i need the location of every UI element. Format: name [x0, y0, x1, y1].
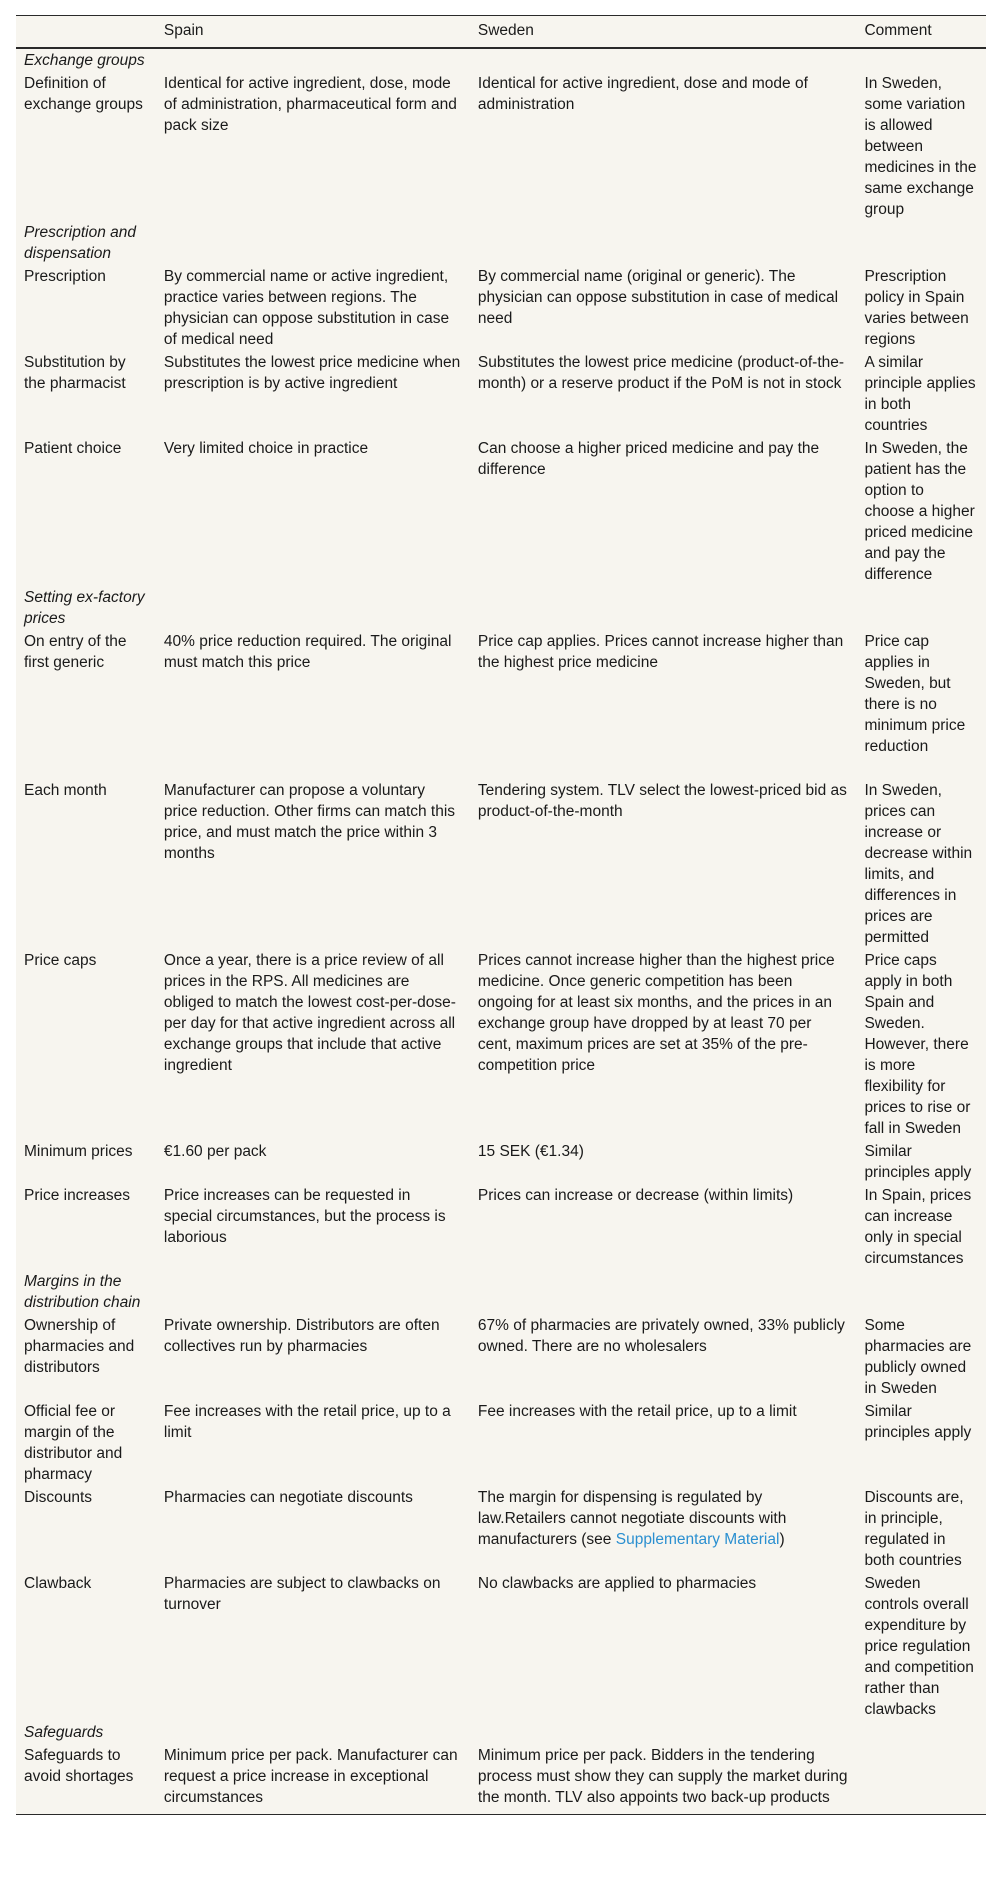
policy-comparison-table-container [16, 15, 986, 1815]
row-label: Discounts [24, 1489, 93, 1506]
spain-cell: Fee increases with the retail price, up to a limit [163, 1403, 451, 1441]
row-label: Price caps [24, 952, 97, 969]
row-label: Ownership of pharmacies and distributors [24, 1317, 135, 1376]
row-label: Patient choice [24, 440, 122, 457]
comment-cell [856, 1744, 986, 1815]
table-row [16, 1140, 986, 1184]
section-row [16, 586, 986, 630]
supplementary-material-link[interactable]: Supplementary Material [615, 1531, 780, 1548]
row-label: Price increases [24, 1187, 130, 1204]
sweden-cell-text: The margin for dispensing is regulated by law.Retailers cannot negotiate discounts with manufacturers (see [477, 1489, 787, 1548]
header-cell-comment: Comment [856, 16, 986, 49]
table-body [16, 48, 986, 1815]
section-row [16, 1270, 986, 1314]
sweden-cell: Identical for active ingredient, dose and mode of administration [477, 75, 808, 113]
sweden-cell: Fee increases with the retail price, up to a limit [477, 1403, 797, 1420]
sweden-cell [470, 1486, 857, 1572]
comment-cell: In Sweden, some variation is allowed between medicines in the same exchange group [864, 75, 977, 218]
comment-cell: A similar principle applies in both countries [864, 354, 976, 434]
sweden-cell-text-after: ) [779, 1531, 785, 1548]
comment-cell: Sweden controls overall expenditure by price regulation and competition rather than clawbacks [864, 1575, 974, 1718]
spain-cell: Private ownership. Distributors are often collectives run by pharmacies [163, 1317, 440, 1355]
sweden-cell: Price cap applies. Prices cannot increase higher than the highest price medicine [477, 633, 844, 671]
table-row [16, 630, 986, 779]
header-cell-spain: Spain [156, 16, 470, 49]
table-row [16, 72, 986, 221]
sweden-cell: 15 SEK (€1.34) [477, 1143, 584, 1160]
table-header [16, 16, 986, 49]
sweden-cell: By commercial name (original or generic). The physician can oppose substitution in case of medical need [477, 268, 839, 327]
comment-cell: Price caps apply in both Spain and Sweden. However, there is more flexibility for prices to rise or fall in Sweden [864, 952, 971, 1137]
section-title: Prescription and dispensation [24, 224, 137, 262]
section-title: Exchange groups [24, 52, 145, 69]
row-label: Official fee or margin of the distributor and pharmacy [24, 1403, 123, 1483]
header-row [16, 16, 986, 49]
section-title: Safeguards [24, 1724, 104, 1741]
table-row [16, 1572, 986, 1721]
section-row [16, 48, 986, 72]
sweden-cell: Prices can increase or decrease (within limits) [477, 1187, 794, 1204]
table-row [16, 1400, 986, 1486]
spain-cell: Once a year, there is a price review of all prices in the RPS. All medicines are obliged to match the lowest cost-per-dose-per day for that active ingredient across all exchange groups that include that active ingredient [163, 952, 456, 1074]
section-title: Margins in the distribution chain [24, 1273, 141, 1311]
table-row [16, 437, 986, 586]
sweden-cell: 67% of pharmacies are privately owned, 33% publicly owned. There are no wholesalers [477, 1317, 845, 1355]
spain-cell: 40% price reduction required. The original must match this price [163, 633, 452, 671]
table-row [16, 1486, 986, 1572]
spain-cell: €1.60 per pack [163, 1143, 267, 1160]
comment-cell: Some pharmacies are publicly owned in Sweden [864, 1317, 972, 1397]
sweden-cell: Prices cannot increase higher than the highest price medicine. Once generic competition has been ongoing for at least six months, and the prices in an exchange group have dropped by at least 70 per cent, maximum prices are set at 35% of the pre-competition price [477, 952, 835, 1074]
header-cell-sweden: Sweden [470, 16, 857, 49]
row-label: Safeguards to avoid shortages [16, 1744, 156, 1815]
sweden-cell: Substitutes the lowest price medicine (product-of-the-month) or a reserve product if the PoM is not in stock [477, 354, 845, 392]
spain-cell: Substitutes the lowest price medicine when prescription is by active ingredient [163, 354, 461, 392]
policy-comparison-table [16, 15, 986, 1815]
spain-cell: By commercial name or active ingredient, practice varies between regions. The physician can oppose substitution in case of medical need [163, 268, 450, 348]
table-row [16, 265, 986, 351]
row-label: Prescription [24, 268, 106, 285]
comment-cell: Price cap applies in Sweden, but there is no minimum price reduction [864, 633, 966, 755]
table-row [16, 779, 986, 949]
table-row [16, 1744, 986, 1815]
comment-cell: In Spain, prices can increase only in special circumstances [864, 1187, 972, 1267]
spain-cell: Identical for active ingredient, dose, mode of administration, pharmaceutical form and pack size [163, 75, 457, 134]
comment-cell: Discounts are, in principle, regulated in both countries [864, 1489, 964, 1569]
row-label: Substitution by the pharmacist [24, 354, 126, 392]
sweden-cell: Minimum price per pack. Bidders in the tendering process must show they can supply the market during the month. TLV also appoints two back-up products [470, 1744, 857, 1815]
comment-cell: In Sweden, prices can increase or decrease within limits, and differences in prices are permitted [864, 782, 973, 946]
spain-cell: Price increases can be requested in special circumstances, but the process is laborious [163, 1187, 446, 1246]
comment-cell: In Sweden, the patient has the option to choose a higher priced medicine and pay the difference [864, 440, 975, 583]
section-title: Setting ex-factory prices [24, 589, 145, 627]
spain-cell: Pharmacies can negotiate discounts [163, 1489, 413, 1506]
row-label: Definition of exchange groups [24, 75, 143, 113]
row-label: Clawback [24, 1575, 92, 1592]
section-row [16, 221, 986, 265]
sweden-cell: No clawbacks are applied to pharmacies [477, 1575, 757, 1592]
row-label: Each month [24, 782, 107, 799]
table-row [16, 1184, 986, 1270]
comment-cell: Similar principles apply [864, 1403, 972, 1441]
table-row [16, 949, 986, 1140]
sweden-cell: Tendering system. TLV select the lowest-priced bid as product-of-the-month [477, 782, 847, 820]
table-row [16, 1314, 986, 1400]
spain-cell: Minimum price per pack. Manufacturer can request a price increase in exceptional circumstances [156, 1744, 470, 1815]
table-row [16, 351, 986, 437]
header-cell-blank [16, 16, 156, 49]
row-label: Minimum prices [24, 1143, 133, 1160]
spain-cell: Manufacturer can propose a voluntary price reduction. Other firms can match this price, and must match the price within 3 months [163, 782, 456, 862]
spain-cell: Pharmacies are subject to clawbacks on turnover [163, 1575, 441, 1613]
comment-cell: Similar principles apply [864, 1143, 972, 1181]
sweden-cell: Can choose a higher priced medicine and pay the difference [477, 440, 820, 478]
section-row [16, 1721, 986, 1744]
comment-cell: Prescription policy in Spain varies between regions [864, 268, 969, 348]
row-label: On entry of the first generic [24, 633, 127, 671]
spain-cell: Very limited choice in practice [163, 440, 369, 457]
